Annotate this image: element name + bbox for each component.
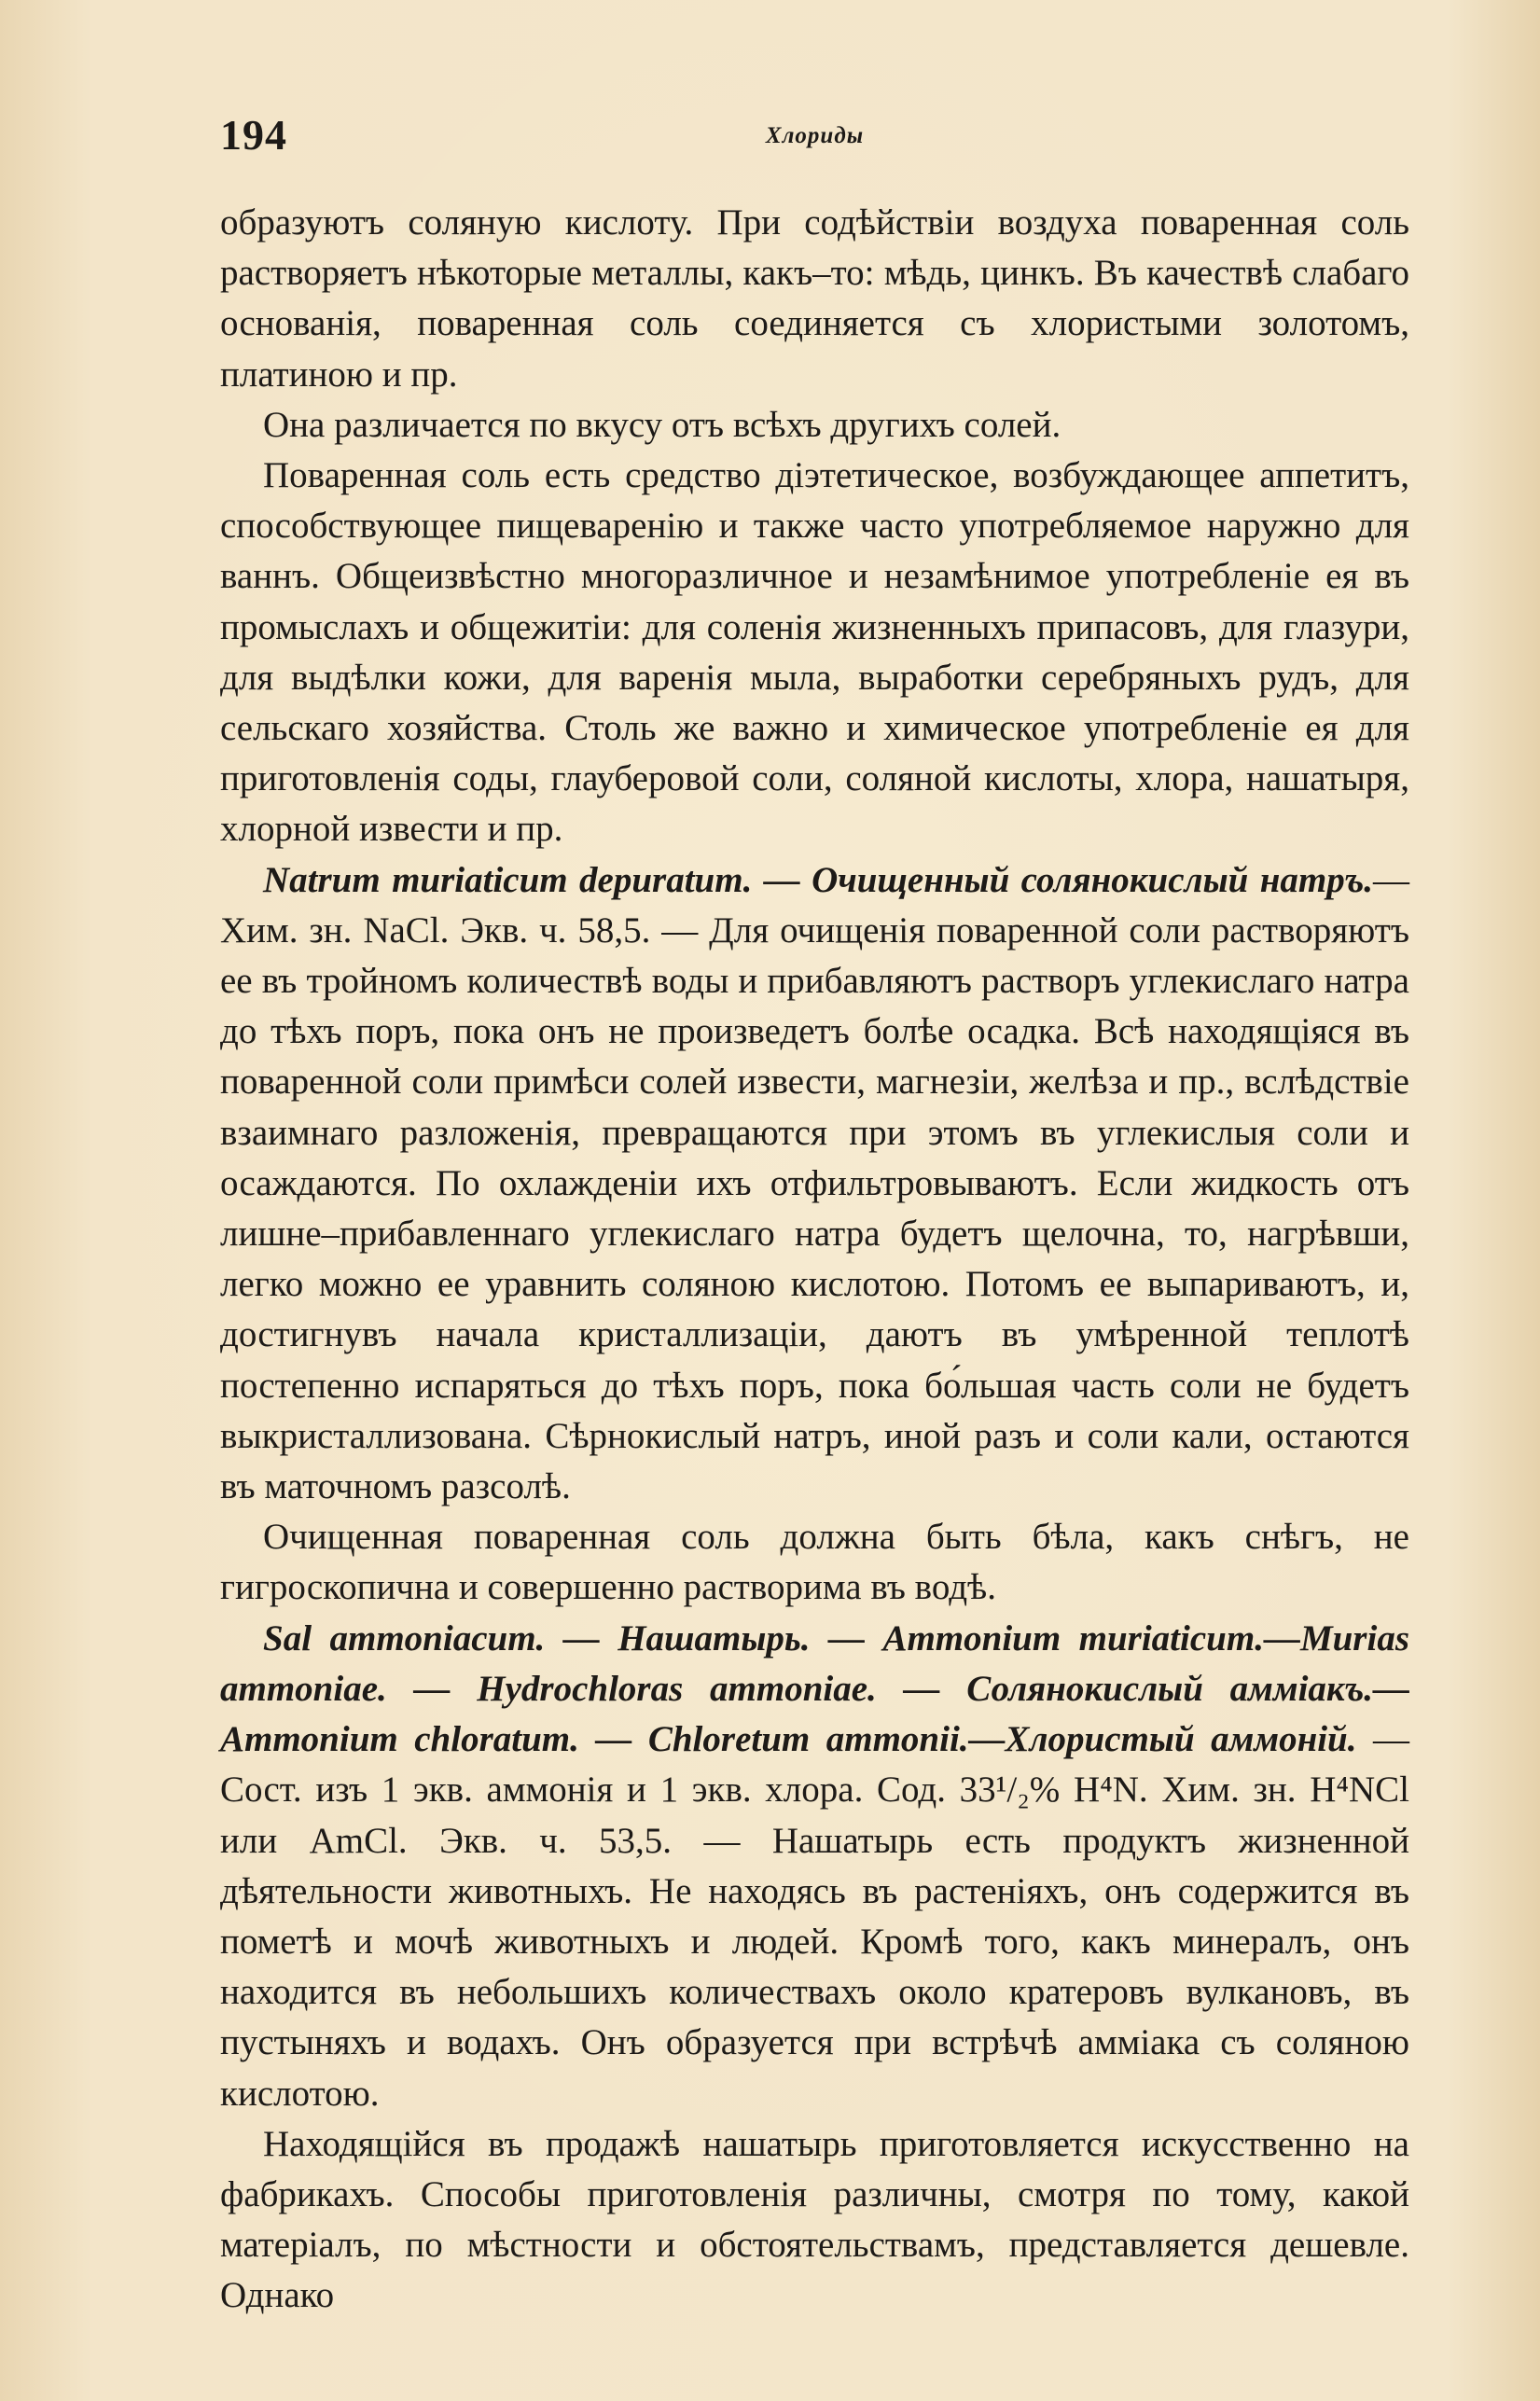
entry-heading: Natrum muriaticum depuratum. — Очищенный солянокислый натръ. — [263, 859, 1373, 900]
paragraph-purity — [220, 1512, 1409, 1613]
paragraph-taste — [220, 400, 1409, 451]
paragraph-text: Поваренная соль есть средство діэтетическое, возбуждающее аппетитъ, способствующее пищеваренію и также часто употребляемое наружно для ваннъ. Общеизвѣстно многоразличное и незамѣнимое употребленіе ея въ промыслахъ и общежитіи: для соленія жизненныхъ припасовъ, для глазури, для выдѣлки кожи, для варенія мыла, выработки серебряныхъ рудъ, для сельскаго хозяйства. Столь же важно и химическое употребленіе ея для приготовленія соды, глауберовой соли, соляной кислоты, хлора, нашатыря, хлорной извести и пр. — [220, 455, 1409, 850]
paragraph-text: Очищенная поваренная соль должна быть бѣла, какъ снѣгъ, не гигроскопична и совершенно растворима въ водѣ. — [220, 1517, 1409, 1608]
paragraph-continuation — [220, 198, 1409, 400]
paragraph-production — [220, 2119, 1409, 2322]
paragraph-natrum-depuratum — [220, 855, 1409, 1513]
paragraph-text: — Сост. изъ 1 экв. аммонія и 1 экв. хлора. Сод. 33¹/₂% H⁴N. Хим. зн. H⁴NCl или AmCl. Экв. ч. 53,5. — Нашатырь есть продуктъ жизненной дѣятельности животныхъ. Не находясь въ растеніяхъ, онъ содержится въ пометѣ и мочѣ животныхъ и людей. Кромѣ того, какъ минералъ, онъ находится въ небольшихъ количествахъ около кратеровъ вулкановъ, въ пустыняхъ и водахъ. Онъ образуется при встрѣчѣ амміака съ соляною кислотою. — [220, 1719, 1409, 2114]
paragraph-text: образуютъ соляную кислоту. При содѣйствіи воздуха поваренная соль растворяетъ нѣкоторые металлы, какъ–то: мѣдь, цинкъ. Въ качествѣ слабаго основанія, поваренная соль соединяется съ хлористыми золотомъ, платиною и пр. — [220, 202, 1409, 395]
paragraph-text: Находящійся въ продажѣ нашатырь приготовляется искусственно на фабрикахъ. Способы приготовленія различны, смотря по тому, какой матеріалъ, по мѣстности и обстоятельствамъ, представляется дешевле. Однако — [220, 2123, 1409, 2316]
body-text — [220, 198, 1409, 2322]
page-header — [220, 110, 1409, 166]
paragraph-sal-ammoniacum — [220, 1614, 1409, 2119]
running-head: Хлориды — [765, 123, 865, 148]
paragraph-text: —Хим. зн. NaCl. Экв. ч. 58,5. — Для очищенія поваренной соли растворяютъ ее въ тройномъ количествѣ воды и прибавляютъ растворъ углекислаго натра до тѣхъ поръ, пока онъ не произведетъ болѣе осадка. Всѣ находящіяся въ поваренной соли примѣси солей извести, магнезіи, желѣза и пр., вслѣдствіе взаимнаго разложенія, превращаются при этомъ въ углекислыя соли и осаждаются. По охлажденіи ихъ отфильтровываютъ. Если жидкость отъ лишне–прибавленнаго углекислаго натра будетъ щелочна, то, нагрѣвши, легко можно ее уравнить соляною кислотою. Потомъ ее выпариваютъ, и, достигнувъ начала кристаллизаціи, даютъ въ умѣренной теплотѣ постепенно испаряться до тѣхъ поръ, пока бо́льшая часть соли не будетъ выкристаллизована. Сѣрнокислый натръ, иной разъ и соли кали, остаются въ маточномъ разсолѣ. — [220, 859, 1409, 1507]
entry-heading: Sal ammoniacum. — Нашатырь. — Ammonium muriaticum.—Murias ammoniae. — Hydrochloras ammoniae. — Солянокислый аммiакъ.—Ammonium chloratum. — Chloretum ammonii.—Хлористый аммоній. — [220, 1617, 1409, 1760]
paragraph-uses — [220, 451, 1409, 855]
paragraph-text: Она различается по вкусу отъ всѣхъ другихъ солей. — [263, 404, 1061, 445]
page-number: 194 — [220, 111, 287, 159]
